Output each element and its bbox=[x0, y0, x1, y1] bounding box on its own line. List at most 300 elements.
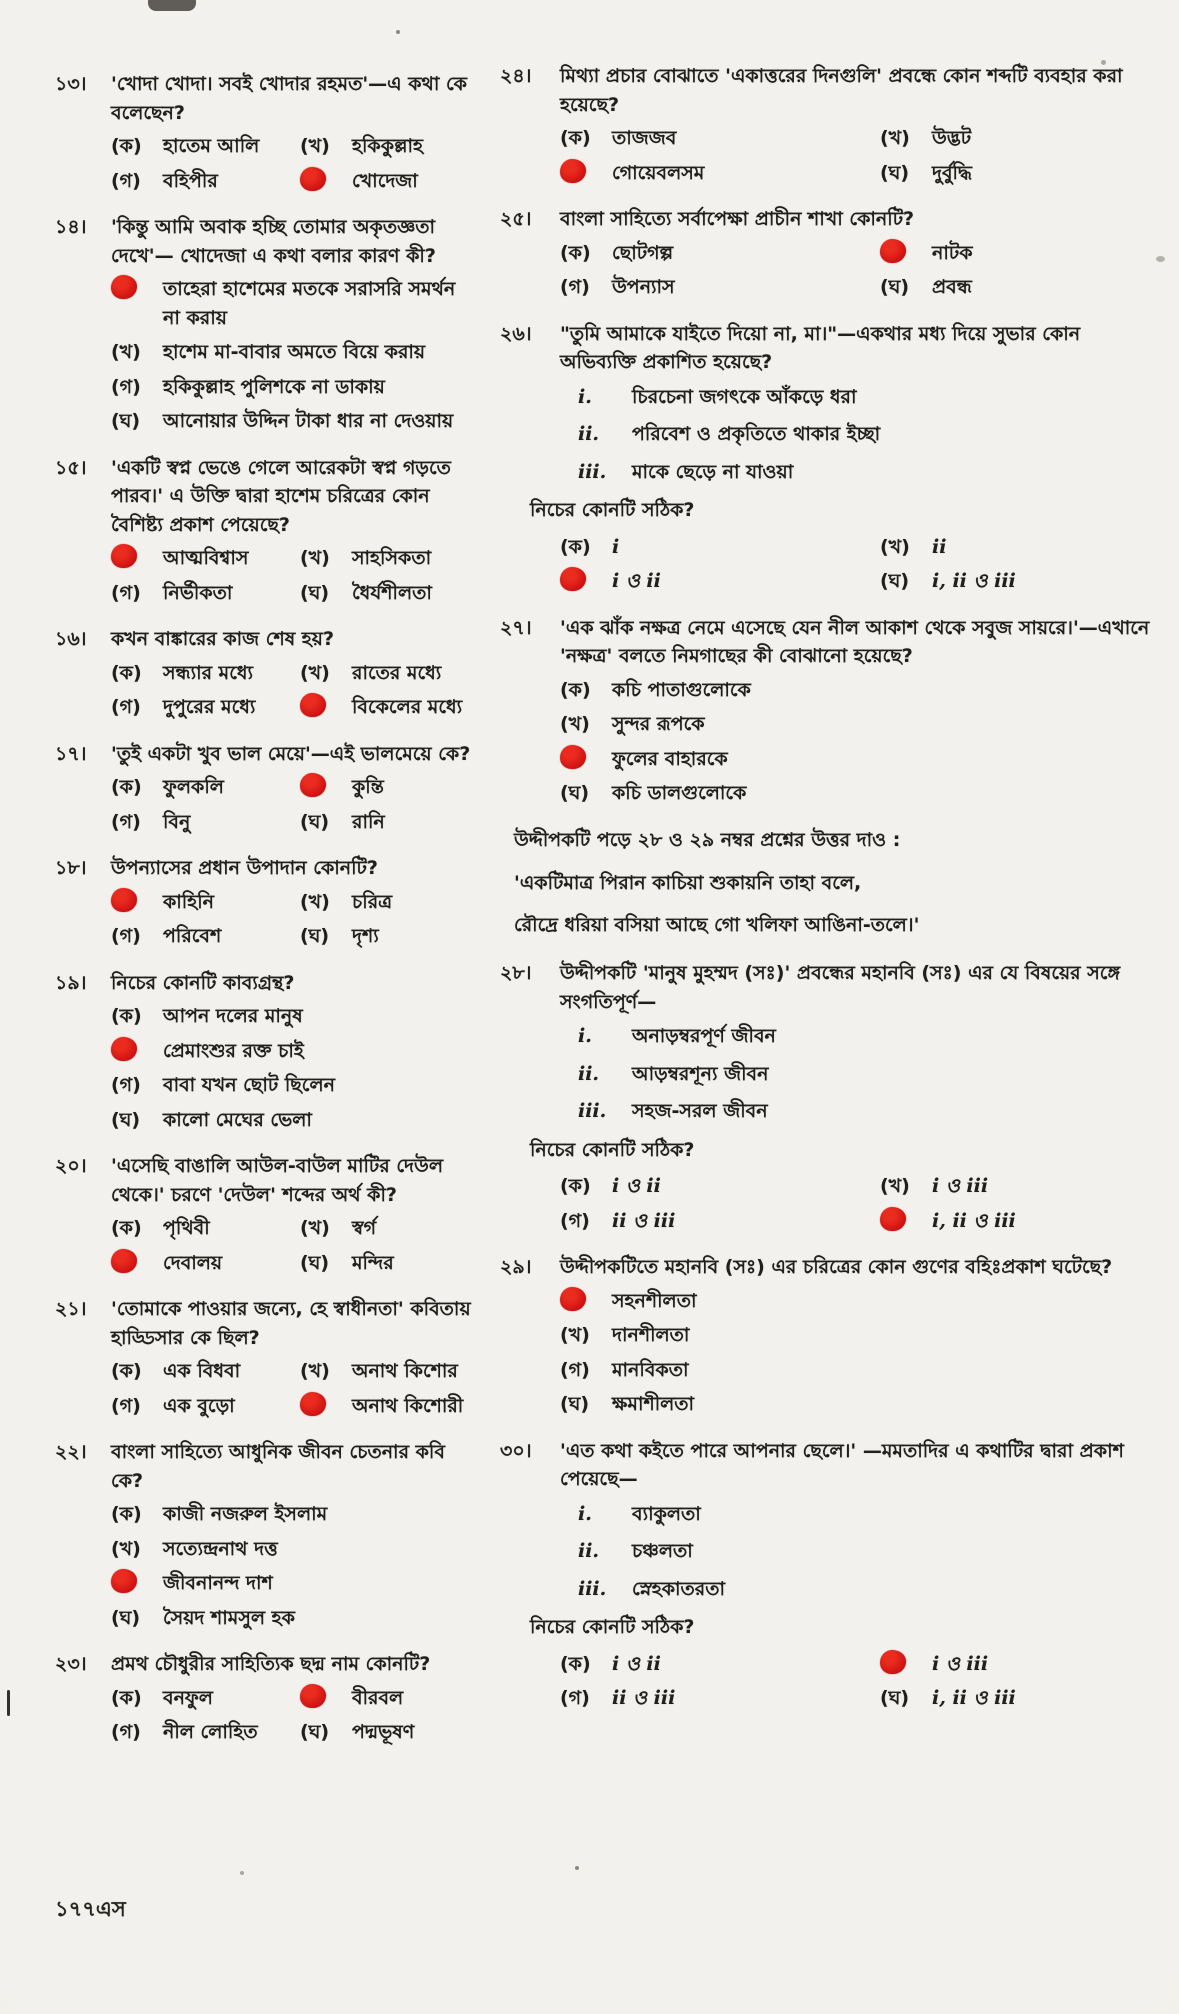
question-body bbox=[111, 70, 477, 195]
option-text: কুন্তি bbox=[352, 776, 384, 798]
option-item bbox=[300, 1392, 477, 1421]
option-key-marked bbox=[560, 159, 604, 183]
question-stem: কখন বাঙ্কারের কাজ শেষ হয়? bbox=[111, 628, 335, 650]
statement-item bbox=[578, 1575, 1162, 1604]
option-key: (ক) bbox=[111, 1005, 142, 1027]
option-item bbox=[111, 1718, 300, 1747]
options-group bbox=[111, 1500, 477, 1632]
answer-mark-icon bbox=[300, 1392, 326, 1416]
question-stem: 'এত কথা কইতে পারে আপনার ছেলে।' —মমতাদির এ কথাটির দ্বারা প্রকাশ পেয়েছে— bbox=[560, 1439, 1124, 1490]
answer-mark-icon bbox=[300, 693, 326, 717]
option-text: পৃথিবী bbox=[163, 1217, 210, 1239]
options-group bbox=[111, 1684, 477, 1747]
option-item bbox=[111, 659, 300, 688]
question-number: ২৯। bbox=[500, 1256, 532, 1278]
option-text: দুর্বুদ্ধি bbox=[932, 161, 972, 184]
question-block bbox=[500, 62, 1162, 187]
question-stem: উদ্দীপকটিতে মহানবি (সঃ) এর চরিত্রের কোন গুণের বহিঃপ্রকাশ ঘটেছে? bbox=[560, 1256, 1113, 1278]
question-block bbox=[500, 320, 1162, 596]
option-text: হকিকুল্লাহ পুলিশকে না ডাকায় bbox=[163, 375, 385, 398]
option-key-marked bbox=[300, 167, 344, 191]
option-key: (ঘ) bbox=[111, 1108, 141, 1131]
option-key-marked bbox=[880, 1207, 924, 1231]
option-item bbox=[111, 1535, 477, 1564]
statement-item bbox=[578, 1060, 1162, 1089]
option-item bbox=[111, 1357, 300, 1386]
option-item bbox=[111, 773, 300, 802]
statement-item bbox=[578, 1097, 1162, 1126]
option-item bbox=[111, 1071, 477, 1100]
option-item bbox=[111, 1214, 300, 1243]
question-body bbox=[111, 1152, 477, 1277]
option-item bbox=[111, 1684, 300, 1713]
option-key-marked bbox=[111, 1037, 155, 1061]
option-key: (ক) bbox=[111, 1217, 142, 1239]
option-key: (খ) bbox=[300, 661, 330, 684]
question-number: ২০। bbox=[55, 1155, 87, 1177]
option-item bbox=[300, 1684, 477, 1713]
question-block bbox=[500, 1437, 1162, 1713]
option-item bbox=[880, 567, 1162, 596]
option-text: হাতেম আলি bbox=[163, 135, 260, 157]
option-key: (গ) bbox=[111, 1721, 141, 1743]
option-item bbox=[111, 338, 477, 367]
options-group bbox=[111, 773, 477, 836]
option-text: বনফুল bbox=[163, 1686, 213, 1709]
option-text: সহনশীলতা bbox=[612, 1289, 697, 1312]
statement-item bbox=[578, 1537, 1162, 1566]
question-body bbox=[111, 740, 477, 837]
question-body bbox=[530, 959, 1162, 1235]
option-text: চরিত্র bbox=[352, 890, 393, 913]
option-key: (ক) bbox=[111, 1686, 142, 1709]
statement-item bbox=[578, 1500, 1162, 1529]
option-item bbox=[560, 239, 880, 268]
option-key: (ক) bbox=[560, 127, 591, 149]
answer-mark-icon bbox=[300, 167, 326, 191]
option-item bbox=[111, 407, 477, 436]
question-number: ২৪। bbox=[500, 65, 532, 87]
answer-mark-icon bbox=[300, 1684, 326, 1708]
option-key: (গ) bbox=[111, 581, 141, 604]
question-block bbox=[55, 740, 477, 837]
statement-text: সহজ-সরল জীবন bbox=[632, 1100, 768, 1122]
question-block bbox=[500, 959, 1162, 1235]
statement-numeral: i. bbox=[578, 1502, 592, 1525]
question-number: ১৭। bbox=[55, 742, 87, 765]
option-key: (ঘ) bbox=[880, 276, 910, 298]
option-text: দানশীলতা bbox=[612, 1324, 690, 1346]
option-item bbox=[880, 533, 1162, 562]
page-footer-code: ১৭৭এস bbox=[55, 1897, 126, 1921]
option-item bbox=[880, 239, 1162, 268]
option-key: (খ) bbox=[111, 341, 141, 363]
question-number: ২৬। bbox=[500, 322, 532, 345]
answer-mark-icon bbox=[111, 888, 137, 912]
option-text: প্রবন্ধ bbox=[932, 276, 972, 298]
question-block bbox=[55, 969, 477, 1135]
option-item bbox=[560, 567, 880, 596]
option-item bbox=[111, 275, 477, 332]
options-group bbox=[111, 275, 477, 436]
option-item bbox=[560, 710, 1162, 739]
option-text: স্বর্গ bbox=[352, 1217, 377, 1239]
question-number: ১৬। bbox=[55, 628, 87, 650]
option-key: (ঘ) bbox=[300, 581, 330, 604]
option-text: সৈয়দ শামসুল হক bbox=[163, 1606, 295, 1629]
statement-numeral: ii. bbox=[578, 1540, 600, 1562]
option-item bbox=[560, 1650, 880, 1679]
options-group bbox=[560, 1287, 1162, 1419]
statement-numeral: iii. bbox=[578, 460, 607, 483]
option-key: (ঘ) bbox=[300, 1721, 330, 1743]
option-text: নাটক bbox=[932, 241, 973, 264]
stimulus-passage bbox=[514, 826, 1162, 940]
statement-list bbox=[578, 383, 1162, 487]
option-text: সন্ধ্যার মধ্যে bbox=[163, 661, 254, 684]
option-item bbox=[111, 544, 300, 573]
option-key: (ক) bbox=[111, 1503, 142, 1525]
options-group bbox=[560, 124, 1162, 187]
option-item bbox=[560, 1207, 880, 1236]
option-key: (গ) bbox=[560, 1209, 590, 1232]
option-text: ফুলের বাহারকে bbox=[612, 747, 728, 770]
option-key: (ক) bbox=[560, 1652, 591, 1675]
option-key: (খ) bbox=[111, 1537, 141, 1560]
scan-speck bbox=[1101, 60, 1106, 65]
answer-mark-icon bbox=[560, 745, 586, 769]
question-block bbox=[55, 854, 477, 951]
question-block bbox=[55, 213, 477, 436]
option-key: (খ) bbox=[300, 1360, 330, 1382]
option-key: (ঘ) bbox=[560, 1393, 590, 1415]
statement-text: চিরচেনা জগৎকে আঁকড়ে ধরা bbox=[632, 385, 857, 408]
statement-numeral: iii. bbox=[578, 1577, 607, 1600]
question-number: ২১। bbox=[55, 1298, 87, 1320]
question-block bbox=[55, 1152, 477, 1277]
option-item bbox=[111, 888, 300, 917]
answer-mark-icon bbox=[560, 567, 586, 591]
option-key: (গ) bbox=[111, 696, 141, 718]
answer-mark-icon bbox=[111, 544, 137, 568]
option-text: সত্যেন্দ্রনাথ দত্ত bbox=[163, 1537, 278, 1560]
option-key: (ক) bbox=[560, 241, 591, 264]
options-group bbox=[560, 1172, 1162, 1235]
question-number: ১৪। bbox=[55, 216, 87, 238]
option-text: i ও iii bbox=[932, 1652, 989, 1675]
option-key: (ঘ) bbox=[880, 570, 910, 592]
stimulus-verse-line: রৌদ্রে ধরিয়া বসিয়া আছে গো খলিফা আঙিনা-তলে।' bbox=[514, 913, 920, 936]
option-key: (ক) bbox=[111, 135, 142, 157]
option-key: (ক) bbox=[560, 535, 591, 558]
questions-column-right bbox=[500, 62, 1162, 1731]
option-item bbox=[111, 132, 300, 161]
question-number: ২৭। bbox=[500, 616, 532, 639]
question-stem: বাংলা সাহিত্যে সর্বাপেক্ষা প্রাচীন শাখা কোনটি? bbox=[560, 208, 915, 230]
option-text: রানি bbox=[352, 810, 385, 833]
statement-numeral: ii. bbox=[578, 423, 600, 445]
question-block bbox=[55, 70, 477, 195]
option-item bbox=[111, 1569, 477, 1598]
option-key: (ঘ) bbox=[300, 1251, 330, 1274]
option-item bbox=[560, 1321, 1162, 1350]
option-text: কচি পাতাগুলোকে bbox=[612, 678, 751, 701]
question-stem: 'তোমাকে পাওয়ার জন্যে, হে স্বাধীনতা' কবিতায় হাড্ডিসার কে ছিল? bbox=[111, 1298, 471, 1349]
option-text: অনাথ কিশোর bbox=[352, 1360, 458, 1382]
question-stem: 'এসেছি বাঙালি আউল-বাউল মাটির দেউল থেকে।' চরণে 'দেউল' শব্দের অর্থ কী? bbox=[111, 1155, 443, 1206]
question-body bbox=[560, 62, 1162, 187]
followup-question: নিচের কোনটি সঠিক? bbox=[530, 499, 695, 521]
option-key: (ঘ) bbox=[880, 1687, 910, 1709]
answer-mark-icon bbox=[300, 773, 326, 797]
option-item bbox=[111, 579, 300, 608]
option-text: i, ii ও iii bbox=[932, 1687, 1016, 1709]
option-key: (খ) bbox=[560, 713, 590, 735]
option-text: উপন্যাস bbox=[612, 276, 675, 298]
option-text: i ও ii bbox=[612, 1175, 661, 1197]
question-body bbox=[111, 854, 477, 951]
option-text: কচি ডালগুলোকে bbox=[612, 782, 747, 804]
scan-speck bbox=[575, 1866, 579, 1870]
question-body bbox=[111, 1650, 477, 1747]
statement-numeral: ii. bbox=[578, 1062, 600, 1085]
question-stem: উপন্যাসের প্রধান উপাদান কোনটি? bbox=[111, 857, 378, 879]
option-text: তাহেরা হাশেমের মতকে সরাসরি সমর্থন না করায় bbox=[163, 278, 456, 329]
stimulus-instruction: উদ্দীপকটি পড়ে ২৮ ও ২৯ নম্বর প্রশ্নের উত্তর দাও : bbox=[514, 828, 901, 851]
option-item bbox=[111, 1604, 477, 1633]
followup-question: নিচের কোনটি সঠিক? bbox=[530, 1616, 695, 1638]
question-stem: 'কিন্তু আমি অবাক হচ্ছি তোমার অকৃতজ্ঞতা দেখে'— খোদেজা এ কথা বলার কারণ কী? bbox=[111, 216, 436, 267]
stimulus-verse-line: 'একটিমাত্র পিরান কাচিয়া শুকায়নি তাহা বলে, bbox=[514, 872, 862, 894]
statement-numeral: iii. bbox=[578, 1100, 607, 1122]
option-text: কালো মেঘের ভেলা bbox=[163, 1108, 312, 1131]
option-item bbox=[560, 676, 1162, 705]
statement-numeral: i. bbox=[578, 385, 592, 408]
option-text: হকিকুল্লাহ bbox=[352, 135, 424, 157]
option-item bbox=[300, 1357, 477, 1386]
statement-text: চঞ্চলতা bbox=[632, 1540, 693, 1562]
option-item bbox=[560, 1390, 1162, 1419]
option-text: পরিবেশ bbox=[163, 925, 222, 947]
option-item bbox=[111, 1106, 477, 1135]
option-text: গোয়েবলসম bbox=[612, 161, 705, 184]
option-key: (ক) bbox=[111, 1360, 142, 1382]
option-key: (ঘ) bbox=[300, 925, 330, 947]
option-item bbox=[560, 1684, 880, 1713]
options-group bbox=[111, 1357, 477, 1420]
option-item bbox=[300, 693, 477, 722]
answer-mark-icon bbox=[111, 1569, 137, 1593]
option-item bbox=[300, 922, 477, 951]
options-group bbox=[560, 676, 1162, 808]
option-key-marked bbox=[300, 693, 344, 717]
statement-text: পরিবেশ ও প্রকৃতিতে থাকার ইচ্ছা bbox=[632, 423, 881, 445]
option-text: নির্ভীকতা bbox=[163, 581, 233, 604]
question-body bbox=[111, 213, 477, 436]
option-text: মন্দির bbox=[352, 1251, 394, 1274]
option-item bbox=[111, 1392, 300, 1421]
option-text: i bbox=[612, 535, 620, 558]
option-item bbox=[300, 544, 477, 573]
option-item bbox=[111, 922, 300, 951]
option-text: i ও ii bbox=[612, 570, 661, 592]
option-key-marked bbox=[111, 275, 155, 299]
option-text: বহিপীর bbox=[163, 169, 218, 192]
question-block bbox=[55, 1650, 477, 1747]
option-item bbox=[880, 124, 1162, 153]
option-key: (খ) bbox=[300, 135, 330, 157]
question-stem: "তুমি আমাকে যাইতে দিয়ো না, মা।"—একথার মধ্য দিয়ে সুভার কোন অভিব্যক্তি প্রকাশিত হয়েছে? bbox=[560, 322, 1081, 373]
question-body bbox=[111, 1295, 477, 1420]
option-text: উদ্ভট bbox=[932, 127, 972, 149]
question-body bbox=[560, 205, 1162, 302]
statement-text: আড়ম্বরশূন্য জীবন bbox=[632, 1062, 769, 1085]
option-key: (গ) bbox=[560, 276, 590, 298]
question-stem: নিচের কোনটি কাব্যগ্রন্থ? bbox=[111, 971, 295, 994]
option-text: ছোটগল্প bbox=[612, 241, 674, 264]
option-item bbox=[560, 159, 880, 188]
option-item bbox=[880, 1650, 1162, 1679]
option-item bbox=[880, 273, 1162, 302]
option-item bbox=[300, 132, 477, 161]
statement-text: স্নেহকাতরতা bbox=[632, 1577, 725, 1600]
question-body bbox=[560, 1253, 1162, 1419]
statement-item bbox=[578, 383, 1162, 412]
option-text: ফুলকলি bbox=[163, 776, 224, 798]
option-item bbox=[560, 273, 880, 302]
option-key-marked bbox=[560, 1287, 604, 1311]
option-item bbox=[560, 1172, 880, 1201]
option-item bbox=[560, 533, 880, 562]
option-text: ii bbox=[932, 535, 947, 558]
option-item bbox=[300, 773, 477, 802]
option-text: দৃশ্য bbox=[352, 925, 379, 947]
question-body bbox=[111, 454, 477, 608]
option-item bbox=[560, 745, 1162, 774]
option-key: (ঘ) bbox=[111, 410, 141, 432]
option-item bbox=[300, 1249, 477, 1278]
option-text: i, ii ও iii bbox=[932, 1209, 1016, 1232]
question-stem: 'এক ঝাঁক নক্ষত্র নেমে এসেছে যেন নীল আকাশ থেকে সবুজ সায়রে।'—এখানে 'নক্ষত্র' বলতে নিমগাছের কী বোঝানো হয়েছে? bbox=[560, 616, 1150, 667]
followup-question: নিচের কোনটি সঠিক? bbox=[530, 1138, 695, 1161]
scan-speck bbox=[396, 30, 400, 34]
option-key-marked bbox=[111, 888, 155, 912]
option-key: (গ) bbox=[111, 810, 141, 833]
option-item bbox=[560, 1356, 1162, 1385]
option-text: এক বিধবা bbox=[163, 1360, 241, 1382]
option-key: (গ) bbox=[111, 169, 141, 192]
option-item bbox=[880, 1207, 1162, 1236]
question-body bbox=[530, 320, 1162, 596]
option-key-marked bbox=[300, 1684, 344, 1708]
option-text: সুন্দর রূপকে bbox=[612, 713, 705, 735]
answer-mark-icon bbox=[111, 1037, 137, 1061]
option-key: (ঘ) bbox=[880, 161, 910, 184]
scan-speck bbox=[1156, 256, 1165, 262]
statement-text: মাকে ছেড়ে না যাওয়া bbox=[632, 460, 794, 483]
question-block bbox=[500, 205, 1162, 302]
statement-item bbox=[578, 1022, 1162, 1051]
option-text: হাশেম মা-বাবার অমতে বিয়ে করায় bbox=[163, 341, 426, 363]
statement-numeral: i. bbox=[578, 1025, 592, 1047]
option-item bbox=[300, 1718, 477, 1747]
option-key-marked bbox=[300, 773, 344, 797]
answer-mark-icon bbox=[560, 159, 586, 183]
options-group bbox=[111, 659, 477, 722]
answer-mark-icon bbox=[111, 1249, 137, 1273]
question-block bbox=[55, 454, 477, 608]
question-stem: 'তুই একটা খুব ভাল মেয়ে'—এই ভালমেয়ে কে? bbox=[111, 742, 471, 765]
option-text: i, ii ও iii bbox=[932, 570, 1016, 592]
option-item bbox=[111, 693, 300, 722]
question-number: ২৩। bbox=[55, 1653, 87, 1675]
option-text: সাহসিকতা bbox=[352, 547, 432, 569]
option-key-marked bbox=[880, 1650, 924, 1674]
question-number: ১৯। bbox=[55, 971, 87, 994]
option-item bbox=[111, 808, 300, 837]
option-item bbox=[880, 1684, 1162, 1713]
option-text: রাতের মধ্যে bbox=[352, 661, 442, 684]
question-block bbox=[500, 1253, 1162, 1419]
statement-item bbox=[578, 458, 1162, 487]
option-text: বীরবল bbox=[352, 1686, 404, 1709]
option-text: তাজজব bbox=[612, 127, 677, 149]
option-item bbox=[111, 1500, 477, 1529]
option-item bbox=[300, 659, 477, 688]
option-text: ii ও iii bbox=[612, 1687, 676, 1709]
statement-item bbox=[578, 420, 1162, 449]
statement-text: অনাড়ম্বরপূর্ণ জীবন bbox=[632, 1025, 776, 1047]
option-key-marked bbox=[560, 567, 604, 591]
option-key: (খ) bbox=[880, 1175, 910, 1197]
option-text: কাজী নজরুল ইসলাম bbox=[163, 1503, 328, 1525]
question-block bbox=[55, 1295, 477, 1420]
option-text: বিনু bbox=[163, 810, 191, 833]
question-number: ২৮। bbox=[500, 962, 532, 984]
question-block bbox=[500, 614, 1162, 808]
option-key: (খ) bbox=[880, 127, 910, 149]
option-item bbox=[300, 167, 477, 196]
question-stem: প্রমথ চৌধুরীর সাহিত্যিক ছদ্ম নাম কোনটি? bbox=[111, 1653, 431, 1675]
option-text: দুপুরের মধ্যে bbox=[163, 696, 256, 718]
question-body bbox=[530, 1437, 1162, 1713]
option-item bbox=[300, 579, 477, 608]
option-text: নীল লোহিত bbox=[163, 1721, 258, 1743]
statement-list bbox=[578, 1022, 1162, 1126]
options-group bbox=[111, 1214, 477, 1277]
question-stem: মিথ্যা প্রচার বোঝাতে 'একাত্তরের দিনগুলি' প্রবন্ধে কোন শব্দটি ব্যবহার করা হয়েছে? bbox=[560, 65, 1123, 116]
answer-mark-icon bbox=[880, 239, 906, 263]
question-number: ২৫। bbox=[500, 208, 532, 230]
option-text: বাবা যখন ছোট ছিলেন bbox=[163, 1074, 335, 1096]
answer-mark-icon bbox=[560, 1287, 586, 1311]
option-text: বিকেলের মধ্যে bbox=[352, 696, 463, 718]
option-item bbox=[560, 779, 1162, 808]
option-item bbox=[111, 373, 477, 402]
option-text: i ও ii bbox=[612, 1652, 661, 1675]
option-text: খোদেজা bbox=[352, 169, 418, 192]
stray-ink-mark bbox=[7, 1690, 10, 1716]
option-key: (ক) bbox=[111, 776, 142, 798]
option-key-marked bbox=[111, 1249, 155, 1273]
option-item bbox=[880, 159, 1162, 188]
option-key: (ক) bbox=[111, 661, 142, 684]
option-item bbox=[300, 1214, 477, 1243]
scan-speck bbox=[240, 1871, 244, 1875]
option-key-marked bbox=[111, 544, 155, 568]
option-text: জীবনানন্দ দাশ bbox=[163, 1572, 273, 1594]
question-block bbox=[55, 1438, 477, 1632]
